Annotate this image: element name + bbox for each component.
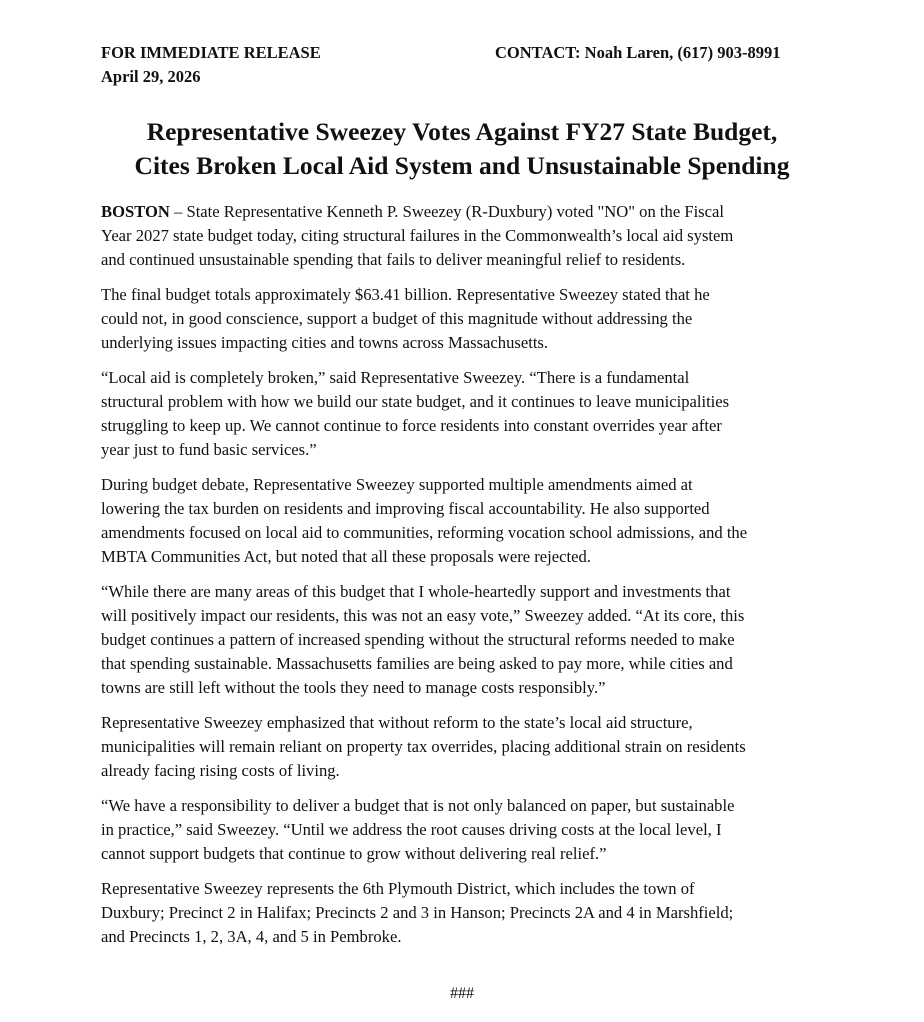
paragraph-line: could not, in good conscience, support a budget of this magnitude without addressing the: [101, 309, 693, 328]
paragraph-line: structural problem with how we build our state budget, and it continues to leave municipalities: [101, 392, 730, 411]
paragraph-line: will positively impact our residents, this was not an easy vote,” Sweezey added. “At its core, this: [101, 606, 745, 625]
paragraph-line-text: – State Representative Kenneth P. Sweezey (R-Duxbury) voted "NO" on the Fiscal: [169, 202, 724, 221]
release-date: April 29, 2026: [101, 67, 201, 86]
article-body: [101, 200, 821, 960]
paragraph-line: Representative Sweezey emphasized that without reform to the state’s local aid structure,: [101, 713, 693, 732]
paragraph: [101, 877, 821, 949]
paragraph-line: budget continues a pattern of increased spending without the structural reforms needed to make: [101, 630, 735, 649]
paragraph-line: Representative Sweezey represents the 6th Plymouth District, which includes the town of: [101, 879, 695, 898]
paragraph-line: “Local aid is completely broken,” said Representative Sweezey. “There is a fundamental: [101, 368, 690, 387]
paragraph: [101, 580, 821, 700]
paragraph-line: towns are still left without the tools they need to manage costs responsibly.”: [101, 678, 606, 697]
paragraph-line: municipalities will remain reliant on property tax overrides, placing additional strain on residents: [101, 737, 746, 756]
paragraph-line: that spending sustainable. Massachusetts families are being asked to pay more, while cities and: [101, 654, 733, 673]
paragraph-line: already facing rising costs of living.: [101, 761, 340, 780]
contact-info: CONTACT: Noah Laren, (617) 903-8991: [495, 43, 781, 62]
paragraph-line: “We have a responsibility to deliver a budget that is not only balanced on paper, but sustainable: [101, 796, 735, 815]
paragraph-line: During budget debate, Representative Sweezey supported multiple amendments aimed at: [101, 475, 693, 494]
paragraph: [101, 283, 821, 355]
paragraph-line: amendments focused on local aid to communities, reforming vocation school admissions, and the: [101, 523, 748, 542]
paragraph-line: year just to fund basic services.”: [101, 440, 317, 459]
paragraph-line: underlying issues impacting cities and towns across Massachusetts.: [101, 333, 549, 352]
paragraph-line: cannot support budgets that continue to grow without delivering real relief.”: [101, 844, 607, 863]
paragraph: [101, 794, 821, 866]
paragraph-line: struggling to keep up. We cannot continue to force residents into constant overrides year after: [101, 416, 722, 435]
paragraph-line: MBTA Communities Act, but noted that all these proposals were rejected.: [101, 547, 591, 566]
paragraph: [101, 473, 821, 569]
paragraph: [101, 366, 821, 462]
paragraph: [101, 200, 821, 272]
paragraph-line: and continued unsustainable spending that fails to deliver meaningful relief to residents.: [101, 250, 686, 269]
paragraph-line: The final budget totals approximately $63.41 billion. Representative Sweezey stated that he: [101, 285, 710, 304]
paragraph-line: Duxbury; Precinct 2 in Halifax; Precincts 2 and 3 in Hanson; Precincts 2A and 4 in Marshfield;: [101, 903, 734, 922]
end-mark: ###: [450, 985, 474, 1002]
paragraph-line: Year 2027 state budget today, citing structural failures in the Commonwealth’s local aid system: [101, 226, 734, 245]
headline-line-1: Representative Sweezey Votes Against FY27 State Budget,: [146, 117, 778, 146]
paragraph-line: lowering the tax burden on residents and improving fiscal accountability. He also supported: [101, 499, 710, 518]
paragraph-line: in practice,” said Sweezey. “Until we address the root causes driving costs at the local level, I: [101, 820, 722, 839]
headline-line-2: Cites Broken Local Aid System and Unsustainable Spending: [134, 151, 790, 180]
paragraph-line: [101, 200, 821, 224]
paragraph-line: and Precincts 1, 2, 3A, 4, and 5 in Pembroke.: [101, 927, 402, 946]
headline: [60, 115, 864, 183]
release-header: [101, 41, 321, 89]
paragraph: [101, 711, 821, 783]
paragraph-line: “While there are many areas of this budget that I whole-heartedly support and investments that: [101, 582, 731, 601]
release-label: FOR IMMEDIATE RELEASE: [101, 43, 321, 62]
dateline: BOSTON: [101, 202, 170, 221]
